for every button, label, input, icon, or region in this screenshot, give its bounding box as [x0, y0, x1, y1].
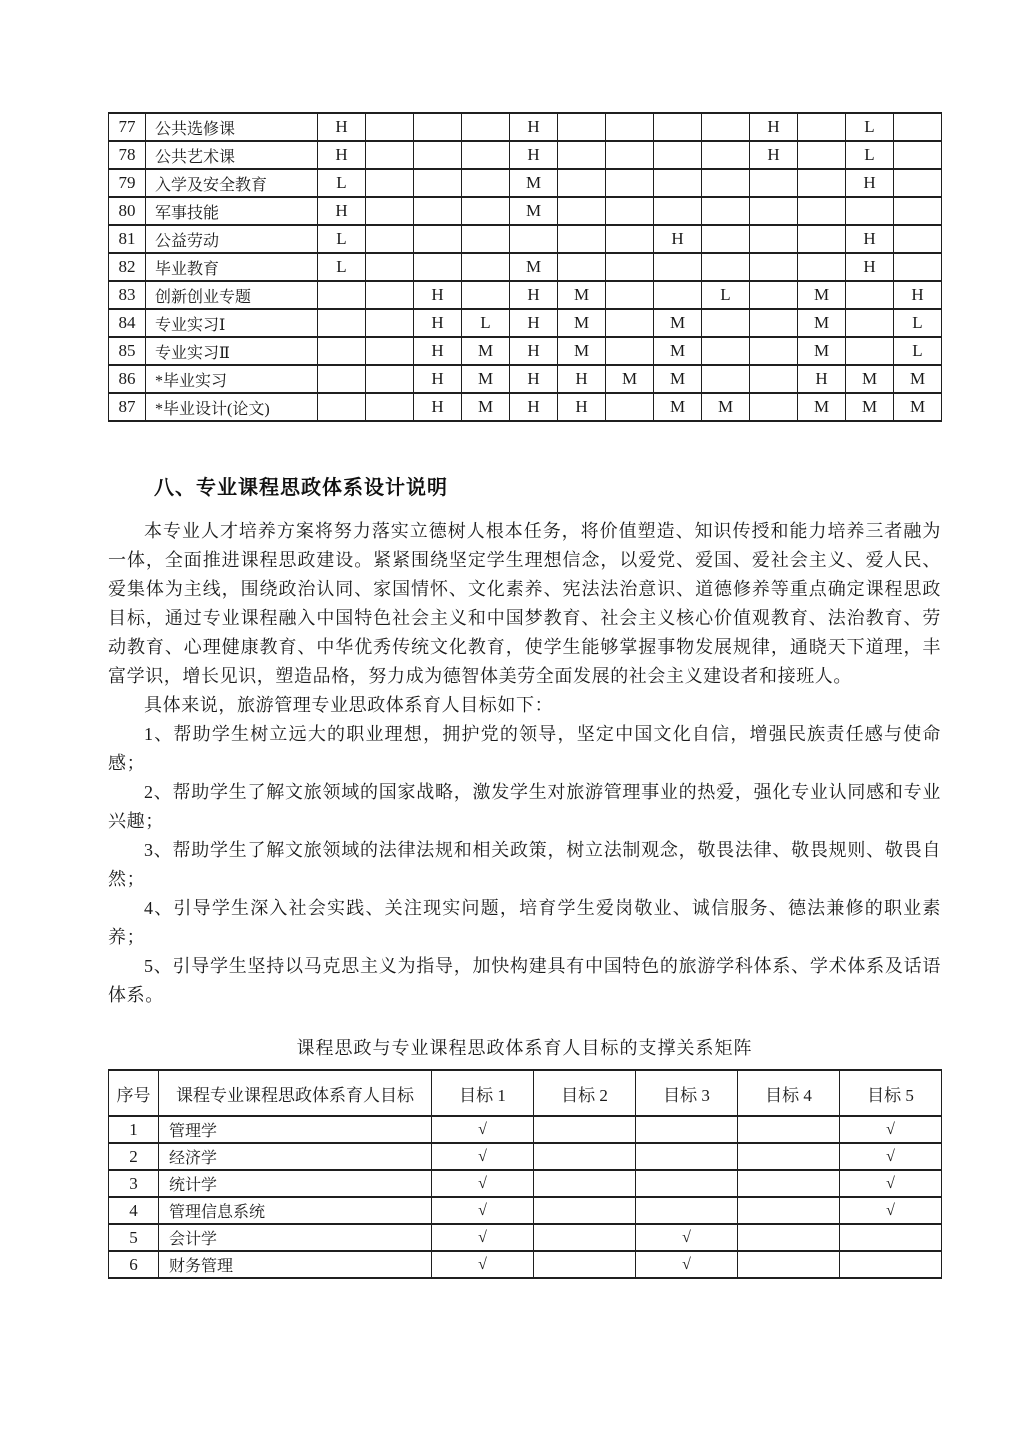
level-cell — [894, 197, 942, 225]
table-row — [109, 1197, 942, 1224]
table-row — [109, 1116, 942, 1143]
level-cell: H — [318, 141, 366, 169]
level-cell — [894, 225, 942, 253]
level-cell — [702, 113, 750, 141]
level-cell — [606, 281, 654, 309]
check-cell: √ — [840, 1197, 942, 1224]
level-cell: M — [510, 169, 558, 197]
level-cell: M — [462, 337, 510, 365]
level-cell: H — [558, 393, 606, 421]
check-cell: √ — [432, 1170, 534, 1197]
level-cell — [414, 169, 462, 197]
check-cell — [534, 1197, 636, 1224]
level-cell — [318, 281, 366, 309]
support-table-title: 课程思政与专业课程思政体系育人目标的支撑关系矩阵 — [296, 1038, 753, 1058]
level-cell — [510, 225, 558, 253]
course-name-cell: 经济学 — [159, 1143, 432, 1170]
check-cell — [534, 1143, 636, 1170]
check-cell: √ — [636, 1224, 738, 1251]
level-cell: M — [462, 365, 510, 393]
row-number-cell: 1 — [109, 1116, 159, 1143]
check-cell: √ — [840, 1170, 942, 1197]
check-cell: √ — [840, 1143, 942, 1170]
level-cell — [654, 253, 702, 281]
level-cell: M — [846, 365, 894, 393]
column-header: 序号 — [109, 1070, 159, 1116]
table-row — [109, 197, 942, 225]
paragraph: 5、引导学生坚持以马克思主义为指导，加快构建具有中国特色的旅游学科体系、学术体系及话语体系。 — [108, 956, 941, 1005]
level-cell: M — [654, 337, 702, 365]
level-cell: H — [510, 113, 558, 141]
check-cell: √ — [636, 1251, 738, 1278]
table-row — [109, 253, 942, 281]
level-cell: M — [654, 393, 702, 421]
level-cell — [462, 141, 510, 169]
level-cell: M — [558, 337, 606, 365]
level-cell: H — [510, 309, 558, 337]
level-cell — [462, 281, 510, 309]
column-header: 目标 2 — [534, 1070, 636, 1116]
paragraph: 2、帮助学生了解文旅领域的国家战略，激发学生对旅游管理事业的热爱，强化专业认同感和专业兴趣； — [108, 782, 941, 831]
level-cell: H — [414, 309, 462, 337]
row-number-cell: 4 — [109, 1197, 159, 1224]
level-cell: M — [846, 393, 894, 421]
course-name-cell: 管理信息系统 — [159, 1197, 432, 1224]
level-cell — [702, 197, 750, 225]
level-cell: H — [414, 337, 462, 365]
support-table-header-row — [109, 1070, 942, 1116]
check-cell — [738, 1143, 840, 1170]
row-number-cell: 83 — [109, 281, 146, 309]
row-number-cell: 5 — [109, 1224, 159, 1251]
level-cell — [798, 113, 846, 141]
row-number-cell: 79 — [109, 169, 146, 197]
table-row — [109, 113, 942, 141]
check-cell: √ — [432, 1143, 534, 1170]
support-table-body — [109, 1116, 942, 1278]
course-name-cell: 军事技能 — [146, 197, 318, 225]
level-cell: L — [318, 225, 366, 253]
level-cell: H — [318, 197, 366, 225]
level-cell: H — [894, 281, 942, 309]
level-cell — [702, 253, 750, 281]
row-number-cell: 81 — [109, 225, 146, 253]
level-cell — [558, 225, 606, 253]
check-cell — [738, 1197, 840, 1224]
level-cell: L — [462, 309, 510, 337]
row-number-cell: 84 — [109, 309, 146, 337]
section-body — [108, 517, 941, 1010]
level-cell — [654, 113, 702, 141]
check-cell — [534, 1224, 636, 1251]
level-cell — [366, 141, 414, 169]
level-cell — [606, 393, 654, 421]
level-cell: H — [414, 281, 462, 309]
course-name-cell: 毕业教育 — [146, 253, 318, 281]
course-name-cell: 管理学 — [159, 1116, 432, 1143]
table-row — [109, 281, 942, 309]
course-name-cell: 会计学 — [159, 1224, 432, 1251]
level-cell: L — [894, 337, 942, 365]
level-cell: H — [846, 169, 894, 197]
check-cell — [738, 1170, 840, 1197]
level-cell — [318, 393, 366, 421]
level-cell — [798, 169, 846, 197]
level-cell: M — [462, 393, 510, 421]
level-cell — [606, 309, 654, 337]
level-cell: M — [654, 365, 702, 393]
level-cell — [318, 337, 366, 365]
level-cell — [654, 169, 702, 197]
level-cell: H — [750, 113, 798, 141]
check-cell: √ — [432, 1251, 534, 1278]
level-cell: H — [654, 225, 702, 253]
level-cell: M — [558, 309, 606, 337]
level-cell — [846, 197, 894, 225]
page-content — [108, 0, 941, 1279]
level-cell: L — [702, 281, 750, 309]
table-row — [109, 1224, 942, 1251]
level-cell — [366, 281, 414, 309]
level-cell: H — [846, 225, 894, 253]
level-cell: M — [558, 281, 606, 309]
row-number-cell: 77 — [109, 113, 146, 141]
level-cell — [366, 169, 414, 197]
level-cell: L — [318, 253, 366, 281]
level-cell: M — [510, 197, 558, 225]
column-header: 课程专业课程思政体系育人目标 — [159, 1070, 432, 1116]
level-cell — [366, 365, 414, 393]
level-cell — [462, 169, 510, 197]
level-cell: M — [654, 309, 702, 337]
level-cell: M — [894, 393, 942, 421]
column-header: 目标 1 — [432, 1070, 534, 1116]
level-cell — [894, 253, 942, 281]
level-cell — [894, 113, 942, 141]
level-cell — [702, 365, 750, 393]
section-heading: 八、专业课程思政体系设计说明 — [154, 477, 448, 499]
level-cell: H — [798, 365, 846, 393]
check-cell — [840, 1224, 942, 1251]
level-cell — [702, 337, 750, 365]
level-cell — [750, 197, 798, 225]
level-cell — [750, 225, 798, 253]
column-header: 目标 5 — [840, 1070, 942, 1116]
level-cell — [366, 253, 414, 281]
level-cell — [558, 169, 606, 197]
level-cell — [606, 141, 654, 169]
level-cell — [606, 169, 654, 197]
level-cell — [414, 141, 462, 169]
course-name-cell: 入学及安全教育 — [146, 169, 318, 197]
column-header: 目标 3 — [636, 1070, 738, 1116]
row-number-cell: 3 — [109, 1170, 159, 1197]
check-cell — [738, 1116, 840, 1143]
column-header: 目标 4 — [738, 1070, 840, 1116]
level-cell: L — [318, 169, 366, 197]
course-name-cell: *毕业实习 — [146, 365, 318, 393]
level-cell — [414, 113, 462, 141]
table-row — [109, 225, 942, 253]
level-cell: M — [702, 393, 750, 421]
course-name-cell: 创新创业专题 — [146, 281, 318, 309]
table-row — [109, 393, 942, 421]
level-cell — [798, 253, 846, 281]
course-level-matrix-table — [108, 112, 942, 422]
level-cell — [702, 141, 750, 169]
course-name-cell: 公共选修课 — [146, 113, 318, 141]
course-name-cell: 财务管理 — [159, 1251, 432, 1278]
level-cell — [462, 225, 510, 253]
table-row — [109, 141, 942, 169]
course-name-cell: 公共艺术课 — [146, 141, 318, 169]
level-cell — [606, 337, 654, 365]
level-cell — [558, 141, 606, 169]
level-cell — [366, 225, 414, 253]
table-row — [109, 1170, 942, 1197]
check-cell: √ — [432, 1116, 534, 1143]
level-cell: M — [798, 393, 846, 421]
row-number-cell: 6 — [109, 1251, 159, 1278]
level-cell: H — [846, 253, 894, 281]
check-cell: √ — [840, 1116, 942, 1143]
check-cell — [636, 1116, 738, 1143]
level-cell — [750, 337, 798, 365]
check-cell: √ — [432, 1197, 534, 1224]
course-name-cell: 专业实习Ⅰ — [146, 309, 318, 337]
level-cell: M — [606, 365, 654, 393]
level-cell — [798, 225, 846, 253]
level-cell — [366, 337, 414, 365]
row-number-cell: 85 — [109, 337, 146, 365]
table-row — [109, 169, 942, 197]
row-number-cell: 2 — [109, 1143, 159, 1170]
table-row — [109, 365, 942, 393]
level-cell — [750, 309, 798, 337]
level-cell — [462, 253, 510, 281]
level-cell — [750, 169, 798, 197]
level-cell — [366, 197, 414, 225]
table-row — [109, 337, 942, 365]
level-cell: L — [894, 309, 942, 337]
level-cell — [894, 141, 942, 169]
level-cell — [702, 309, 750, 337]
level-cell — [414, 225, 462, 253]
check-cell — [738, 1251, 840, 1278]
level-cell: H — [510, 141, 558, 169]
check-cell: √ — [432, 1224, 534, 1251]
level-cell: L — [846, 141, 894, 169]
level-cell: H — [318, 113, 366, 141]
level-cell — [798, 141, 846, 169]
table-row — [109, 1251, 942, 1278]
level-cell — [366, 113, 414, 141]
paragraph: 4、引导学生深入社会实践、关注现实问题，培育学生爱岗敬业、诚信服务、德法兼修的职业素养； — [108, 898, 941, 947]
check-cell — [636, 1170, 738, 1197]
paragraph: 本专业人才培养方案将努力落实立德树人根本任务，将价值塑造、知识传授和能力培养三者融为一体，全面推进课程思政建设。紧紧围绕坚定学生理想信念，以爱党、爱国、爱社会主义、爱人民、爱集体为主线，围绕政治认同、家国情怀、文化素养、宪法法治意识、道德修养等重点确定课程思政目标，通过专业课程融入中国特色社会主义和中国梦教育、社会主义核心价值观教育、法治教育、劳动教育、心理健康教育、中华优秀传统文化教育，使学生能够掌握事物发展规律，通晓天下道理，丰富学识，增长见识，塑造品格，努力成为德智体美劳全面发展的社会主义建设者和接班人。 — [108, 521, 941, 686]
level-cell: M — [510, 253, 558, 281]
check-cell — [636, 1143, 738, 1170]
level-cell — [606, 225, 654, 253]
level-cell — [894, 169, 942, 197]
level-cell: M — [798, 309, 846, 337]
check-cell — [636, 1197, 738, 1224]
level-cell — [414, 197, 462, 225]
paragraph: 3、帮助学生了解文旅领域的法律法规和相关政策，树立法制观念，敬畏法律、敬畏规则、敬畏自然； — [108, 840, 941, 889]
table-row — [109, 1143, 942, 1170]
row-number-cell: 86 — [109, 365, 146, 393]
row-number-cell: 80 — [109, 197, 146, 225]
check-cell — [534, 1116, 636, 1143]
row-number-cell: 78 — [109, 141, 146, 169]
level-cell — [846, 309, 894, 337]
level-cell: H — [510, 337, 558, 365]
level-cell: H — [510, 365, 558, 393]
level-cell — [654, 141, 702, 169]
course-name-cell: 专业实习Ⅱ — [146, 337, 318, 365]
row-number-cell: 82 — [109, 253, 146, 281]
level-cell: M — [894, 365, 942, 393]
level-cell — [318, 309, 366, 337]
level-cell: L — [846, 113, 894, 141]
row-number-cell: 87 — [109, 393, 146, 421]
level-cell — [558, 113, 606, 141]
level-cell — [558, 197, 606, 225]
level-cell — [606, 197, 654, 225]
level-cell — [606, 113, 654, 141]
level-cell — [318, 365, 366, 393]
check-cell — [738, 1224, 840, 1251]
course-name-cell: *毕业设计(论文) — [146, 393, 318, 421]
course-name-cell: 统计学 — [159, 1170, 432, 1197]
level-cell: H — [558, 365, 606, 393]
check-cell — [534, 1170, 636, 1197]
level-cell — [366, 309, 414, 337]
course-name-cell: 公益劳动 — [146, 225, 318, 253]
level-cell: M — [798, 337, 846, 365]
level-cell: H — [750, 141, 798, 169]
level-cell — [750, 281, 798, 309]
level-cell — [654, 197, 702, 225]
level-cell — [606, 253, 654, 281]
paragraph: 1、帮助学生树立远大的职业理想，拥护党的领导，坚定中国文化自信，增强民族责任感与使命感； — [108, 724, 941, 773]
level-cell — [750, 393, 798, 421]
level-cell: H — [414, 365, 462, 393]
level-cell — [702, 225, 750, 253]
level-cell — [798, 197, 846, 225]
level-cell — [750, 253, 798, 281]
level-cell — [462, 113, 510, 141]
level-cell — [654, 281, 702, 309]
level-cell — [702, 169, 750, 197]
level-cell: H — [414, 393, 462, 421]
support-relationship-table — [108, 1069, 942, 1279]
course-level-matrix-body — [109, 113, 942, 421]
level-cell — [558, 253, 606, 281]
level-cell: H — [510, 281, 558, 309]
level-cell — [462, 197, 510, 225]
level-cell — [846, 281, 894, 309]
level-cell — [846, 337, 894, 365]
level-cell — [414, 253, 462, 281]
table-row — [109, 309, 942, 337]
level-cell — [750, 365, 798, 393]
check-cell — [534, 1251, 636, 1278]
level-cell: H — [510, 393, 558, 421]
level-cell — [366, 393, 414, 421]
level-cell: M — [798, 281, 846, 309]
paragraph: 具体来说，旅游管理专业思政体系育人目标如下： — [144, 695, 554, 715]
check-cell — [840, 1251, 942, 1278]
